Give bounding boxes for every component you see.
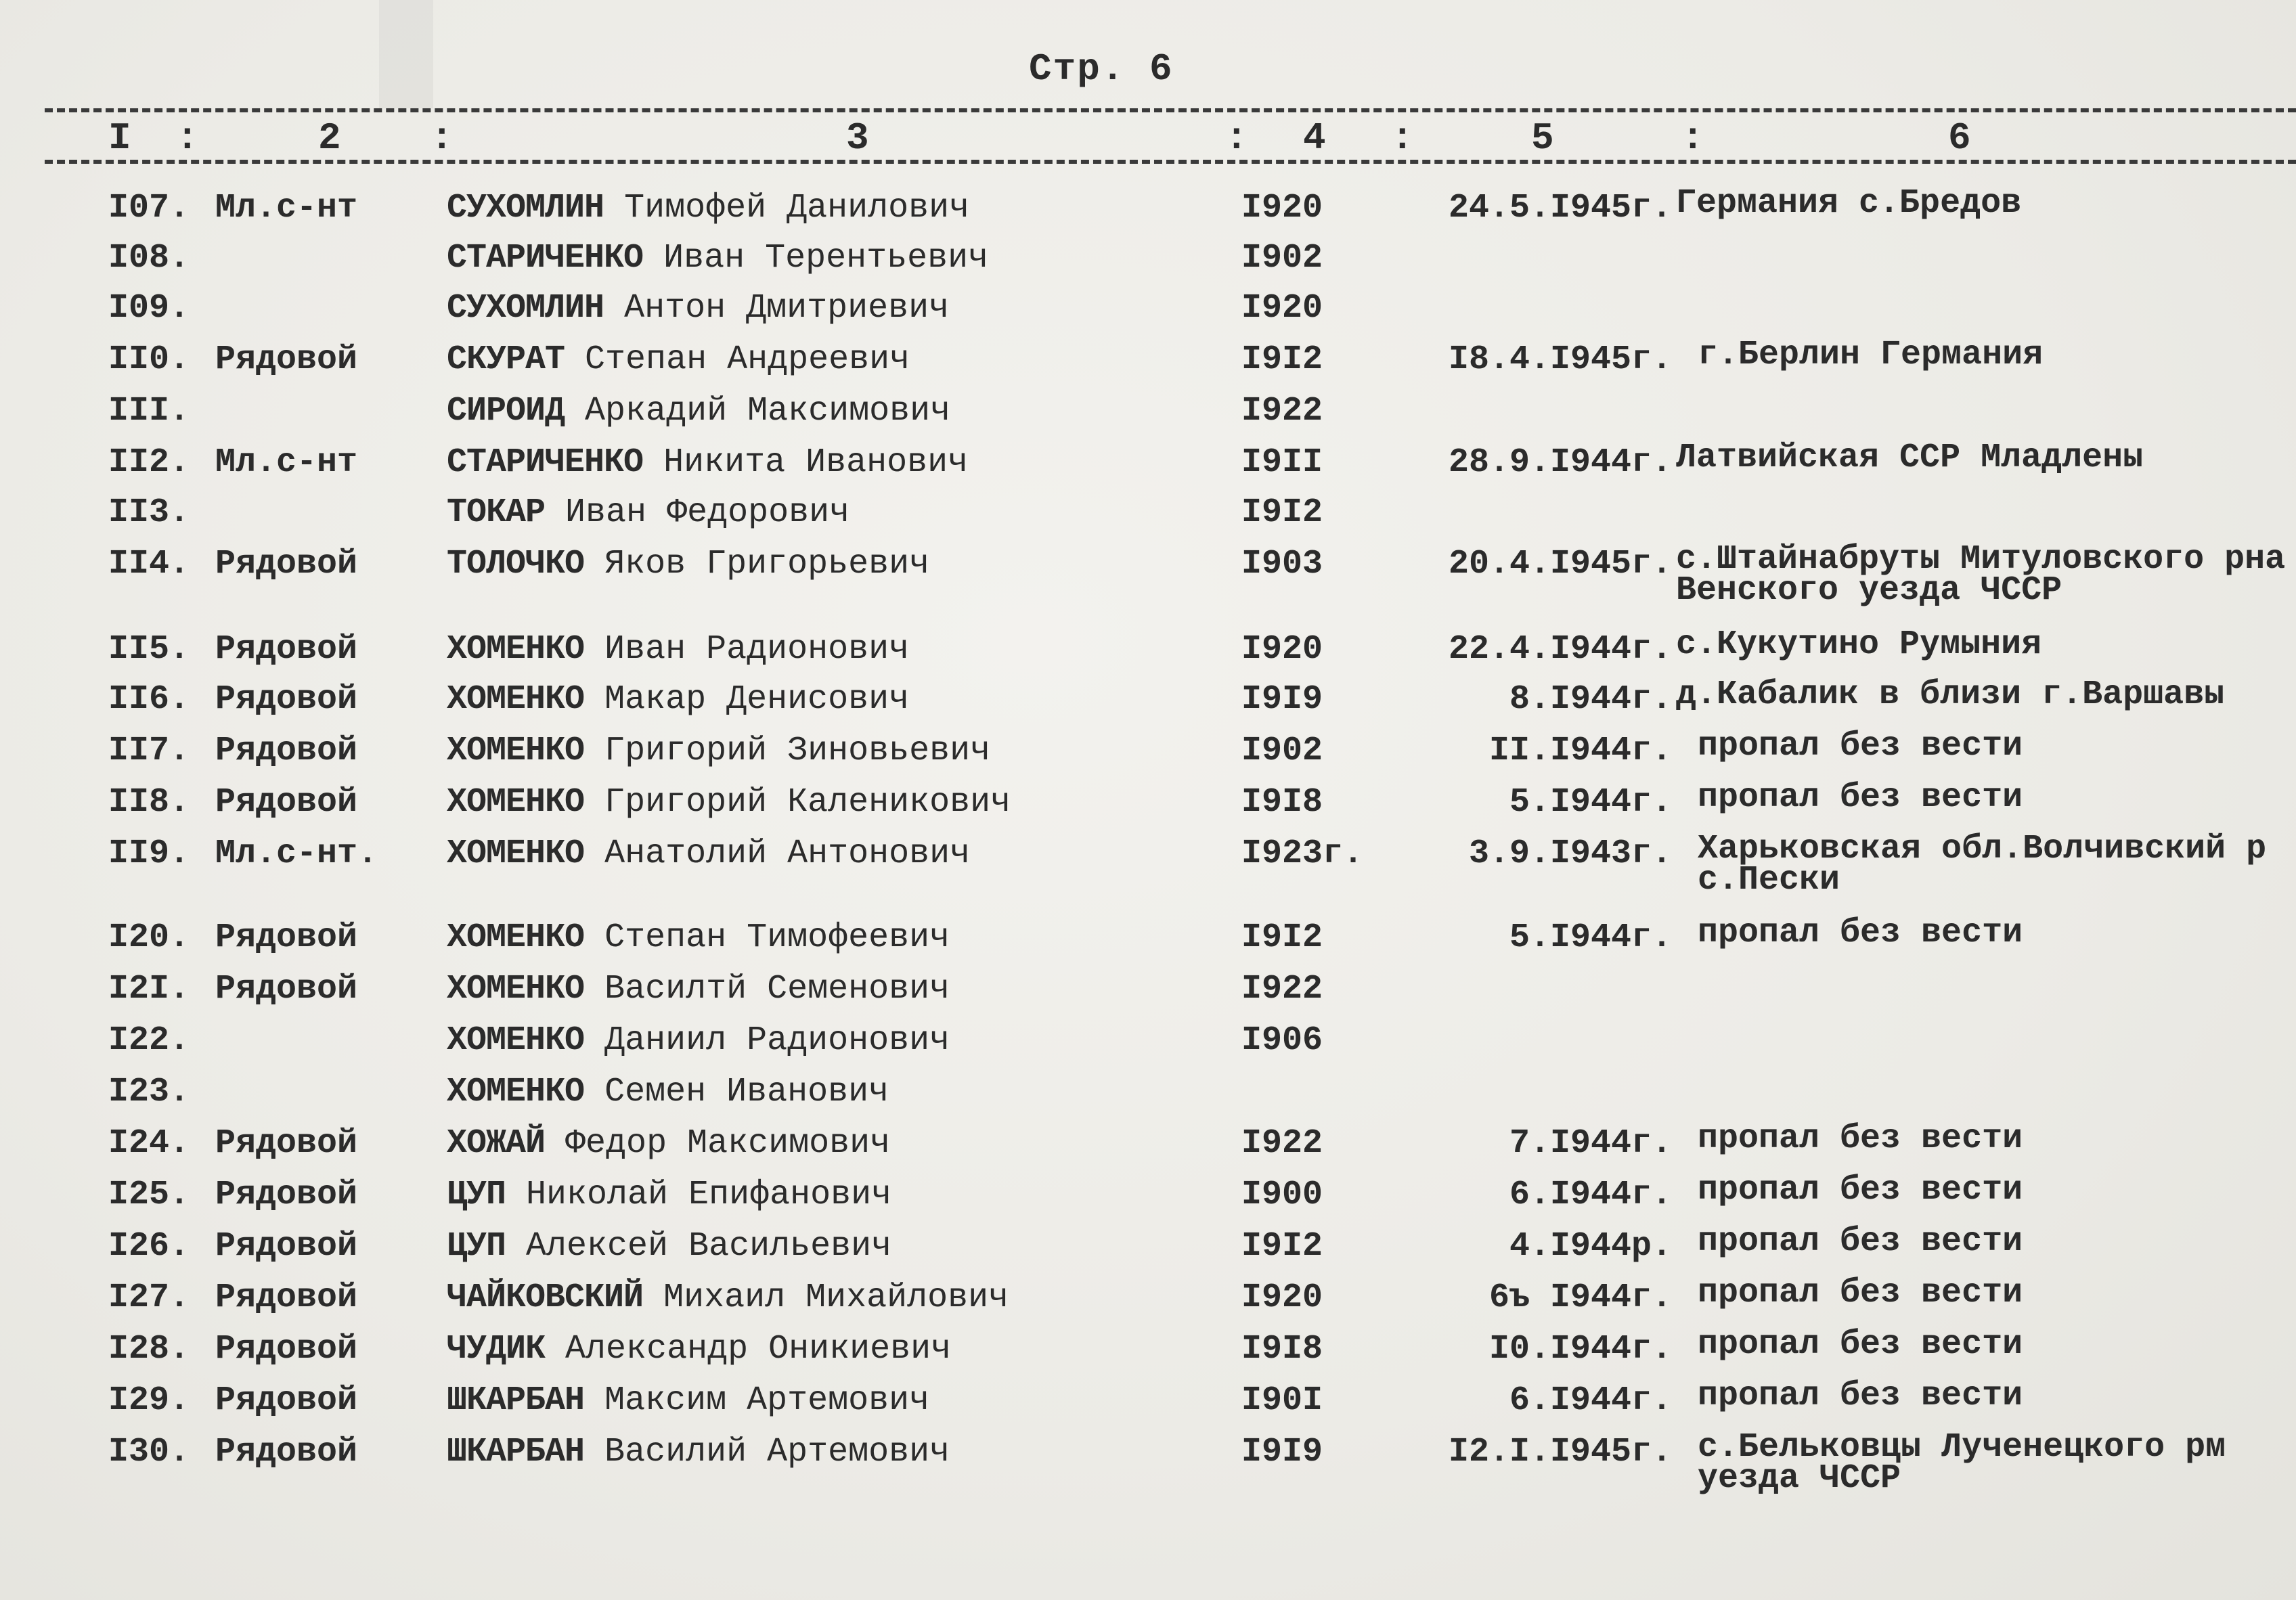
full-name [447, 1175, 1225, 1216]
record-row [0, 1377, 2296, 1432]
column-header-6: 6 [1948, 116, 1971, 160]
death-date: 4.I944р. [1509, 1227, 1672, 1266]
given-names: Григорий Зиновьевич [604, 732, 991, 770]
record-row [0, 675, 2296, 731]
given-names: Анатолий Антонович [604, 835, 971, 873]
surname: ХОМЕНКО [447, 630, 585, 669]
place-of-death: с.Кукутино Румыния [1676, 625, 2042, 664]
full-name [447, 544, 1225, 585]
birth-year: I906 [1241, 1021, 1323, 1060]
full-name [447, 340, 1225, 380]
record-number: I20. [108, 918, 190, 957]
full-name [447, 1329, 1225, 1370]
birth-year: I902 [1241, 732, 1323, 770]
surname: СИРОИД [447, 392, 565, 430]
death-date: 6.I944г. [1509, 1381, 1672, 1420]
surname: ТОКАР [447, 493, 546, 532]
record-number: II9. [108, 835, 190, 873]
given-names: Степан Тимофеевич [604, 918, 950, 957]
record-number: I09. [108, 289, 190, 328]
header-rule [45, 160, 2296, 164]
death-date: 20.4.I945г. [1448, 545, 1672, 583]
death-date: 5.I944г. [1509, 783, 1672, 822]
surname: ШКАРБАН [447, 1381, 585, 1420]
record-row [0, 727, 2296, 782]
birth-year: I922 [1241, 970, 1323, 1008]
column-header-3: 3 [846, 116, 869, 160]
given-names: Григорий Каленикович [604, 783, 1011, 822]
column-header-1: I [108, 116, 131, 160]
place-of-death: с.Бельковцы Лученецкого рм уезда ЧССР [1698, 1428, 2226, 1498]
birth-year: I900 [1241, 1176, 1323, 1214]
record-number: I27. [108, 1279, 190, 1317]
record-row [0, 540, 2296, 610]
column-header-5: 5 [1531, 116, 1554, 160]
place-of-death: г.Берлин Германия [1698, 336, 2044, 374]
surname: ХОЖАЙ [447, 1124, 546, 1163]
full-name [447, 1226, 1225, 1267]
surname: ХОМЕНКО [447, 732, 585, 770]
record-number: I28. [108, 1330, 190, 1369]
birth-year: I9I8 [1241, 783, 1323, 822]
record-row [0, 391, 2296, 443]
record-number: II6. [108, 680, 190, 719]
full-name [447, 1021, 1225, 1061]
place-of-death: пропал без вести [1698, 1222, 2023, 1261]
record-row [0, 1072, 2296, 1124]
full-name [447, 1072, 1225, 1113]
given-names: Даниил Радионович [604, 1021, 950, 1060]
death-date: 5.I944г. [1509, 918, 1672, 957]
full-name [447, 969, 1225, 1010]
record-row [0, 1021, 2296, 1072]
given-names: Никита Иванович [663, 443, 969, 482]
place-of-death: пропал без вести [1698, 1171, 2023, 1209]
record-number: II0. [108, 340, 190, 379]
column-header-4: 4 [1303, 116, 1326, 160]
given-names: Алексей Васильевич [526, 1227, 892, 1266]
column-header-row [0, 116, 2296, 160]
given-names: Михаил Михайлович [663, 1279, 1009, 1317]
birth-year: I9I9 [1241, 680, 1323, 719]
birth-year: I920 [1241, 189, 1323, 227]
given-names: Степан Андреевич [585, 340, 910, 379]
record-number: I2I. [108, 970, 190, 1008]
surname: ЦУП [447, 1227, 506, 1266]
given-names: Александр Оникиевич [565, 1330, 952, 1369]
record-row [0, 914, 2296, 969]
record-number: II8. [108, 783, 190, 822]
military-rank: Рядовой [215, 1330, 358, 1369]
birth-year: I922 [1241, 392, 1323, 430]
full-name [447, 1278, 1225, 1318]
record-number: I08. [108, 239, 190, 277]
record-row [0, 1428, 2296, 1498]
record-number: I24. [108, 1124, 190, 1163]
place-of-death: пропал без вести [1698, 1325, 2023, 1364]
death-date: 24.5.I945г. [1448, 189, 1672, 227]
military-rank: Рядовой [215, 545, 358, 583]
record-number: III. [108, 392, 190, 430]
record-number: I22. [108, 1021, 190, 1060]
place-of-death: Харьковская обл.Волчивский р с.Пески [1698, 830, 2267, 899]
place-of-death: пропал без вести [1698, 914, 2023, 952]
death-date: 8.I944г. [1509, 680, 1672, 719]
given-names: Тимофей Данилович [624, 189, 970, 227]
military-rank: Рядовой [215, 1176, 358, 1214]
military-rank: Рядовой [215, 1227, 358, 1266]
paper-fold-shadow [379, 0, 433, 108]
given-names: Максим Артемович [604, 1381, 930, 1420]
record-number: I07. [108, 189, 190, 227]
record-number: I30. [108, 1433, 190, 1471]
record-row [0, 830, 2296, 899]
record-number: II3. [108, 493, 190, 532]
given-names: Антон Дмитриевич [624, 289, 950, 328]
surname: СКУРАТ [447, 340, 565, 379]
full-name [447, 1432, 1225, 1473]
full-name [447, 1381, 1225, 1421]
full-name [447, 918, 1225, 958]
full-name [447, 391, 1225, 432]
record-row [0, 336, 2296, 391]
place-of-death: д.Кабалик в близи г.Варшавы [1676, 675, 2225, 714]
military-rank: Рядовой [215, 918, 358, 957]
record-row [0, 1171, 2296, 1226]
full-name [447, 731, 1225, 772]
record-row [0, 778, 2296, 834]
given-names: Макар Денисович [604, 680, 910, 719]
top-rule [45, 108, 2296, 112]
birth-year: I920 [1241, 289, 1323, 328]
record-row [0, 439, 2296, 494]
full-name [447, 288, 1225, 329]
military-rank: Рядовой [215, 1279, 358, 1317]
military-rank: Рядовой [215, 1124, 358, 1163]
record-row [0, 493, 2296, 544]
surname: СУХОМЛИН [447, 289, 604, 328]
place-of-death: пропал без вести [1698, 1274, 2023, 1312]
death-date: II.I944г. [1488, 732, 1672, 770]
full-name [447, 443, 1225, 483]
given-names: Яков Григорьевич [604, 545, 930, 583]
given-names: Василтй Семенович [604, 970, 950, 1008]
record-number: I29. [108, 1381, 190, 1420]
page-title: Стр. 6 [1029, 47, 1174, 91]
given-names: Василий Артемович [604, 1433, 950, 1471]
birth-year: I9I9 [1241, 1433, 1323, 1471]
birth-year: I9I2 [1241, 340, 1323, 379]
record-row [0, 1222, 2296, 1278]
surname: ХОМЕНКО [447, 1021, 585, 1060]
military-rank: Рядовой [215, 680, 358, 719]
death-date: 6ъ I944г. [1488, 1279, 1672, 1317]
full-name [447, 782, 1225, 823]
surname: СТАРИЧЕНКО [447, 443, 644, 482]
column-separator: : [176, 116, 199, 160]
birth-year: I920 [1241, 1279, 1323, 1317]
column-separator: : [430, 116, 454, 160]
death-date: 28.9.I944г. [1448, 443, 1672, 482]
birth-year: I9I2 [1241, 493, 1323, 532]
full-name [447, 493, 1225, 533]
military-rank: Рядовой [215, 340, 358, 379]
full-name [447, 1124, 1225, 1164]
record-number: I25. [108, 1176, 190, 1214]
full-name [447, 629, 1225, 670]
given-names: Иван Радионович [604, 630, 910, 669]
place-of-death: Латвийская ССР Младлены [1676, 439, 2144, 477]
surname: ХОМЕНКО [447, 680, 585, 719]
birth-year: I920 [1241, 630, 1323, 669]
birth-year: I902 [1241, 239, 1323, 277]
given-names: Николай Епифанович [526, 1176, 892, 1214]
given-names: Семен Иванович [604, 1073, 889, 1111]
birth-year: I923г. [1241, 835, 1364, 873]
death-date: 22.4.I944г. [1448, 630, 1672, 669]
record-number: II5. [108, 630, 190, 669]
record-number: I26. [108, 1227, 190, 1266]
place-of-death: пропал без вести [1698, 1119, 2023, 1158]
record-number: II7. [108, 732, 190, 770]
surname: ЦУП [447, 1176, 506, 1214]
birth-year: I9I2 [1241, 1227, 1323, 1266]
record-number: II2. [108, 443, 190, 482]
death-date: 7.I944г. [1509, 1124, 1672, 1163]
military-rank: Мл.с-нт. [215, 835, 378, 873]
death-date: 6.I944г. [1509, 1176, 1672, 1214]
record-row [0, 288, 2296, 340]
full-name [447, 188, 1225, 229]
military-rank: Рядовой [215, 732, 358, 770]
surname: ТОЛОЧКО [447, 545, 585, 583]
surname: ЧУДИК [447, 1330, 546, 1369]
given-names: Иван Терентьевич [663, 239, 989, 277]
given-names: Аркадий Максимович [585, 392, 951, 430]
surname: СТАРИЧЕНКО [447, 239, 644, 277]
place-of-death: пропал без вести [1698, 727, 2023, 765]
column-separator: : [1225, 116, 1248, 160]
military-rank: Мл.с-нт [215, 189, 358, 227]
full-name [447, 834, 1225, 874]
birth-year: I9II [1241, 443, 1323, 482]
record-row [0, 1119, 2296, 1175]
birth-year: I90I [1241, 1381, 1323, 1420]
birth-year: I9I2 [1241, 918, 1323, 957]
full-name [447, 238, 1225, 279]
surname: ХОМЕНКО [447, 835, 585, 873]
military-rank: Рядовой [215, 1381, 358, 1420]
birth-year: I922 [1241, 1124, 1323, 1163]
surname: ХОМЕНКО [447, 783, 585, 822]
surname: ХОМЕНКО [447, 1073, 585, 1111]
full-name [447, 680, 1225, 720]
death-date: I8.4.I945г. [1448, 340, 1672, 379]
given-names: Федор Максимович [565, 1124, 891, 1163]
death-date: 3.9.I943г. [1468, 835, 1672, 873]
record-number: II4. [108, 545, 190, 583]
record-row [0, 1274, 2296, 1329]
military-rank: Рядовой [215, 783, 358, 822]
place-of-death: пропал без вести [1698, 778, 2023, 817]
surname: ЧАЙКОВСКИЙ [447, 1279, 644, 1317]
birth-year: I903 [1241, 545, 1323, 583]
column-separator: : [1391, 116, 1414, 160]
place-of-death: с.Штайнабруты Митуловского рна Венского уезда ЧССР [1676, 540, 2286, 610]
death-date: I2.I.I945г. [1448, 1433, 1672, 1471]
military-rank: Рядовой [215, 630, 358, 669]
place-of-death: пропал без вести [1698, 1377, 2023, 1415]
surname: СУХОМЛИН [447, 189, 604, 227]
column-separator: : [1681, 116, 1704, 160]
military-rank: Рядовой [215, 970, 358, 1008]
record-row [0, 238, 2296, 290]
column-header-2: 2 [318, 116, 341, 160]
place-of-death: Германия с.Бредов [1676, 184, 2022, 223]
death-date: I0.I944г. [1488, 1330, 1672, 1369]
military-rank: Мл.с-нт [215, 443, 358, 482]
birth-year: I9I8 [1241, 1330, 1323, 1369]
given-names: Иван Федорович [565, 493, 850, 532]
record-row [0, 184, 2296, 240]
record-row [0, 625, 2296, 681]
record-row [0, 1325, 2296, 1381]
surname: ШКАРБАН [447, 1433, 585, 1471]
record-row [0, 969, 2296, 1021]
surname: ХОМЕНКО [447, 970, 585, 1008]
record-number: I23. [108, 1073, 190, 1111]
surname: ХОМЕНКО [447, 918, 585, 957]
military-rank: Рядовой [215, 1433, 358, 1471]
